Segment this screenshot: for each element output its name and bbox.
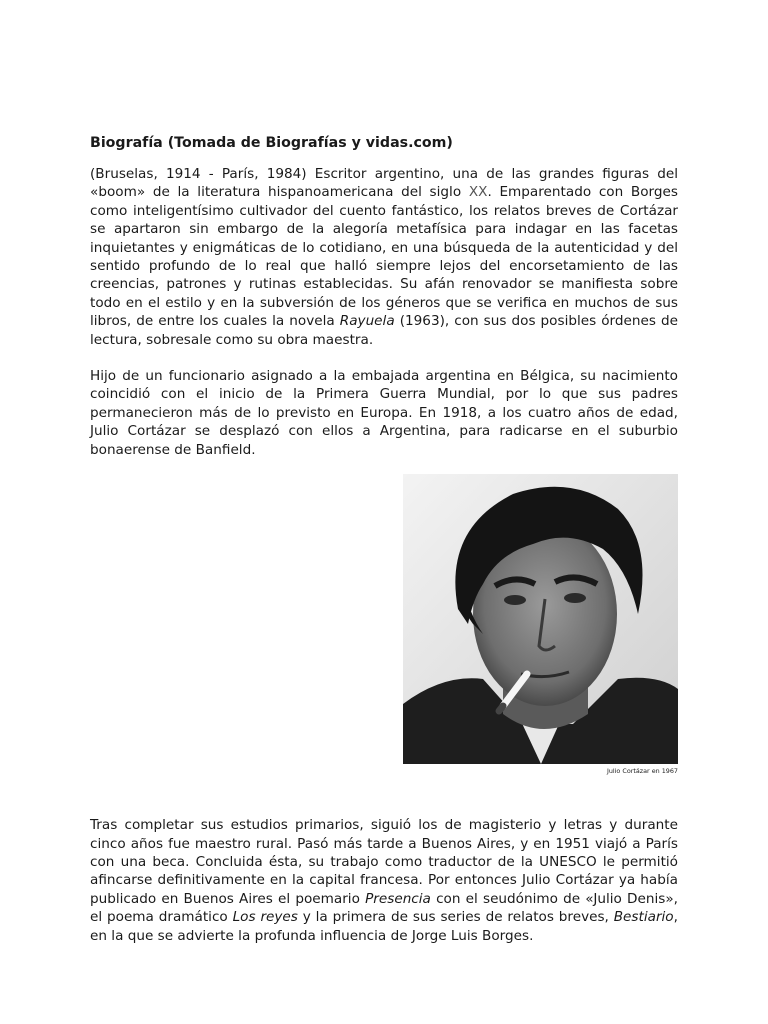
century-numeral: XX — [468, 184, 488, 201]
presencia-title: Presencia — [365, 890, 431, 907]
intro-text-b: . Emparentado con Borges como inteligentísimo cultivador del cuento fantástico, los relatos breves de Cortázar se apartaron sin embargo de la alegoría metafísica para indagar en las facetas inquietantes y enigmáticas de lo cotidiano, en una búsqueda de la autenticidad y del sentido profundo de lo real que halló siempre lejos del encorsetamiento de las creencias, patrones y rutinas establecidas. Su afán renovador se manifiesta sobre todo en el estilo y en la subversión de los géneros que se verifica en muchos de sus libros, de entre los cuales la novela — [90, 184, 678, 330]
paragraph-intro — [90, 165, 678, 349]
los-reyes-title: Los reyes — [232, 909, 298, 926]
career-text-b: con el seudónimo de «Julio Denis», el poema dramático — [90, 890, 678, 926]
bestiario-title: Bestiario — [613, 909, 674, 926]
biography-heading: Biografía (Tomada de Biografías y vidas.com) — [90, 135, 453, 151]
paragraph-career — [90, 816, 678, 945]
career-text-a: Tras completar sus estudios primarios, siguió los de magisterio y letras y durante cinco años fue maestro rural. Pasó más tarde a Buenos Aires, y en 1951 viajó a París con una beca. Concluida ésta, su trabajo como traductor de la UNESCO le permitió afincarse definitivamente en la capital francesa. Por entonces Julio Cortázar ya había publicado en Buenos Aires el poemario — [90, 817, 678, 907]
intro-text-c: (1963), con sus dos posibles órdenes de lectura, sobresale como su obra maestra. — [90, 313, 678, 348]
career-text-d: , en la que se advierte la profunda influencia de Jorge Luis Borges. — [90, 909, 678, 944]
portrait-photo — [403, 474, 678, 764]
paragraph-childhood: Hijo de un funcionario asignado a la embajada argentina en Bélgica, su nacimiento coincidió con el inicio de la Primera Guerra Mundial, por lo que sus padres permanecieron más de lo previsto en Europa. En 1918, a los cuatro años de edad, Julio Cortázar se desplazó con ellos a Argentina, para radicarse en el suburbio bonaerense de Banfield. — [90, 368, 678, 458]
intro-text-a: (Bruselas, 1914 - París, 1984) Escritor argentino, una de las grandes figuras del «boom» de la literatura hispanoamericana del siglo — [90, 166, 678, 201]
photo-block — [90, 474, 678, 816]
document-page — [90, 133, 678, 945]
photo-caption: Julio Cortázar en 1967 — [606, 767, 678, 776]
career-text-c: y la primera de sus series de relatos breves, — [297, 909, 614, 926]
rayuela-title: Rayuela — [339, 313, 395, 330]
